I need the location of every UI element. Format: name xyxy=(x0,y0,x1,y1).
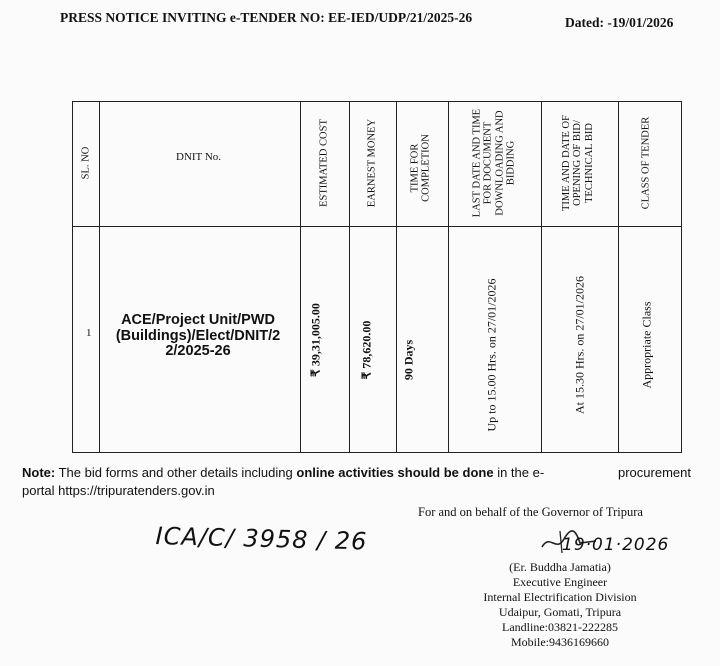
row-opening-date: At 15.30 Hrs. on 27/01/2026 xyxy=(572,276,587,414)
row-dnit-text: ACE/Project Unit/PWD (Buildings)/Elect/DNIT/2 2/2025-26 xyxy=(115,312,281,360)
officer-name: (Er. Buddha Jamatia) xyxy=(509,560,611,574)
officer-mobile: Mobile:9436169660 xyxy=(511,635,609,649)
row-time-for-completion: 90 Days xyxy=(401,339,416,381)
signature-date: 19·01·2026 xyxy=(562,535,670,555)
row-class: Appropriate Class xyxy=(639,301,654,389)
note-paragraph xyxy=(22,464,712,499)
notice-date: Dated: -19/01/2026 xyxy=(565,15,674,30)
row-earnest-money: ₹ 78,620.00 xyxy=(359,320,374,380)
handwritten-reference: ICA/C/ 3958 / 26 xyxy=(155,522,368,556)
notice-title: PRESS NOTICE INVITING e-TENDER NO: EE-IED/UDP/21/2025-26 xyxy=(60,10,473,25)
header-time-for-completion: TIME FOR COMPLETION xyxy=(409,134,432,202)
header-dnit-no: DNIT No. xyxy=(176,151,222,163)
row-dnit-no xyxy=(100,313,296,360)
header-earnest-money: EARNEST MONEY xyxy=(366,118,378,208)
on-behalf-line: For and on behalf of the Governor of Tripura xyxy=(418,505,643,519)
row-last-date: Up to 15.00 Hrs. on 27/01/2026 xyxy=(484,278,499,432)
header-class-of-tender: CLASS OF TENDER xyxy=(640,116,652,210)
header-last-date: LAST DATE AND TIME FOR DOCUMENT DOWNLOADING AND BIDDING xyxy=(471,108,517,218)
header-sl-no: SL. NO xyxy=(80,146,92,180)
note-label: Note: xyxy=(22,465,56,480)
officer-designation: Executive Engineer xyxy=(512,575,608,589)
note-text-3: procurement xyxy=(618,465,691,480)
header-opening-date: TIME AND DATE OF OPENING OF BID/ TECHNICAL BID xyxy=(561,115,595,211)
header-estimated-cost: ESTIMATED COST xyxy=(318,119,330,207)
officer-place: Udaipur, Gomati, Tripura xyxy=(498,605,622,619)
officer-division: Internal Electrification Division xyxy=(483,590,637,604)
row-sl-no: 1 xyxy=(86,327,92,339)
note-text-2: in the e- xyxy=(497,465,545,480)
row-estimated-cost: ₹ 39,31,005.00 xyxy=(308,303,323,377)
note-text-1: The bid forms and other details including xyxy=(58,465,293,480)
note-portal-line: portal https://tripuratenders.gov.in xyxy=(22,482,215,498)
note-bold-text: online activities should be done xyxy=(296,465,494,480)
officer-landline: Landline:03821-222285 xyxy=(502,620,618,634)
